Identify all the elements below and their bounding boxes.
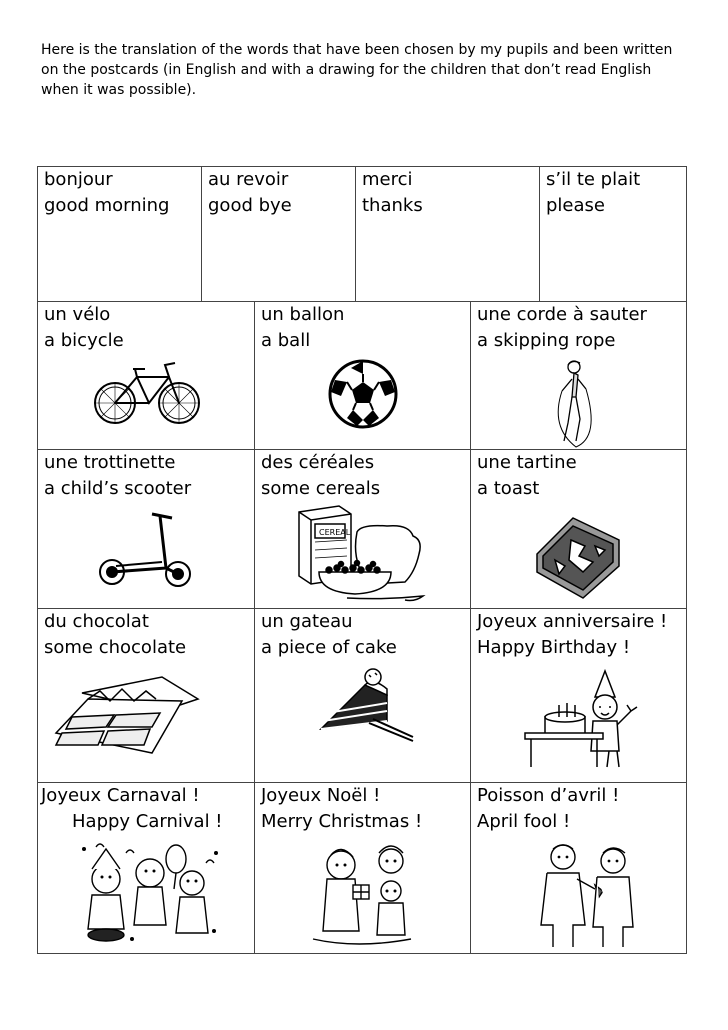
vocab-cell-noel — [255, 783, 471, 953]
vocab-cell-trottinette — [38, 450, 255, 608]
french-word: Joyeux Carnaval ! — [41, 785, 200, 806]
scooter-icon — [96, 510, 196, 592]
intro-paragraph — [41, 40, 691, 100]
french-word: bonjour — [44, 169, 113, 190]
french-word: une corde à sauter — [477, 304, 647, 325]
vocab-cell-anniversaire — [471, 609, 686, 782]
french-word: un gateau — [261, 611, 353, 632]
english-word: some chocolate — [44, 637, 187, 658]
french-word: des céréales — [261, 452, 375, 473]
english-word: good morning — [44, 195, 170, 216]
vocab-row-treats — [37, 608, 687, 783]
english-word: Merry Christmas ! — [261, 811, 423, 832]
bicycle-icon — [93, 357, 203, 433]
birthday-child-icon — [521, 667, 641, 771]
french-word: Joyeux anniversaire ! — [477, 611, 668, 632]
english-word: thanks — [362, 195, 423, 216]
vocab-cell-tartine — [471, 450, 686, 608]
vocab-row-greetings — [37, 166, 687, 302]
french-word: s’il te plait — [546, 169, 641, 190]
french-word: Joyeux Noël ! — [261, 785, 381, 806]
vocab-cell-carnaval — [38, 783, 255, 953]
french-word: Poisson d’avril ! — [477, 785, 620, 806]
vocab-cell-merci — [356, 167, 540, 301]
english-word: a bicycle — [44, 330, 124, 351]
vocab-cell-au-revoir — [202, 167, 356, 301]
english-word: a child’s scooter — [44, 478, 192, 499]
soccer-ball-icon — [327, 358, 399, 430]
vocab-cell-chocolat — [38, 609, 255, 782]
april-fool-boys-icon — [533, 839, 643, 949]
vocab-cell-corde-a-sauter — [471, 302, 686, 449]
vocab-cell-sil-te-plait — [540, 167, 686, 301]
french-word: un vélo — [44, 304, 111, 325]
french-word: une tartine — [477, 452, 577, 473]
vocab-cell-velo — [38, 302, 255, 449]
toast-icon — [533, 510, 623, 602]
french-word: un ballon — [261, 304, 345, 325]
french-word: du chocolat — [44, 611, 149, 632]
intro-line: on the postcards (in English and with a drawing for the children that don’t read English — [41, 62, 652, 78]
vocab-cell-poisson-davril — [471, 783, 686, 953]
english-word: a skipping rope — [477, 330, 616, 351]
skipping-rope-girl-icon — [546, 357, 606, 449]
french-word: une trottinette — [44, 452, 176, 473]
french-word: merci — [362, 169, 413, 190]
english-word: Happy Carnival ! — [72, 811, 223, 832]
english-word: some cereals — [261, 478, 381, 499]
carnival-clowns-icon — [76, 839, 226, 947]
christmas-family-icon — [307, 839, 417, 949]
english-word: a piece of cake — [261, 637, 397, 658]
english-word: please — [546, 195, 605, 216]
chocolate-bar-icon — [52, 671, 202, 759]
vocab-row-food — [37, 449, 687, 609]
intro-line: when it was possible). — [41, 82, 197, 98]
vocab-cell-gateau — [255, 609, 471, 782]
english-word: April fool ! — [477, 811, 571, 832]
english-word: a toast — [477, 478, 540, 499]
vocab-cell-bonjour — [38, 167, 202, 301]
vocab-row-toys — [37, 301, 687, 450]
cereal-bowl-icon — [295, 502, 427, 606]
english-word: a ball — [261, 330, 311, 351]
vocab-cell-cereales — [255, 450, 471, 608]
english-word: good bye — [208, 195, 292, 216]
vocab-row-holidays — [37, 782, 687, 954]
cake-slice-icon — [317, 665, 417, 745]
english-word: Happy Birthday ! — [477, 637, 631, 658]
vocab-cell-ballon — [255, 302, 471, 449]
intro-line: Here is the translation of the words that have been chosen by my pupils and been written — [41, 42, 673, 58]
svg-text:CEREAL: CEREAL — [319, 528, 351, 537]
french-word: au revoir — [208, 169, 289, 190]
